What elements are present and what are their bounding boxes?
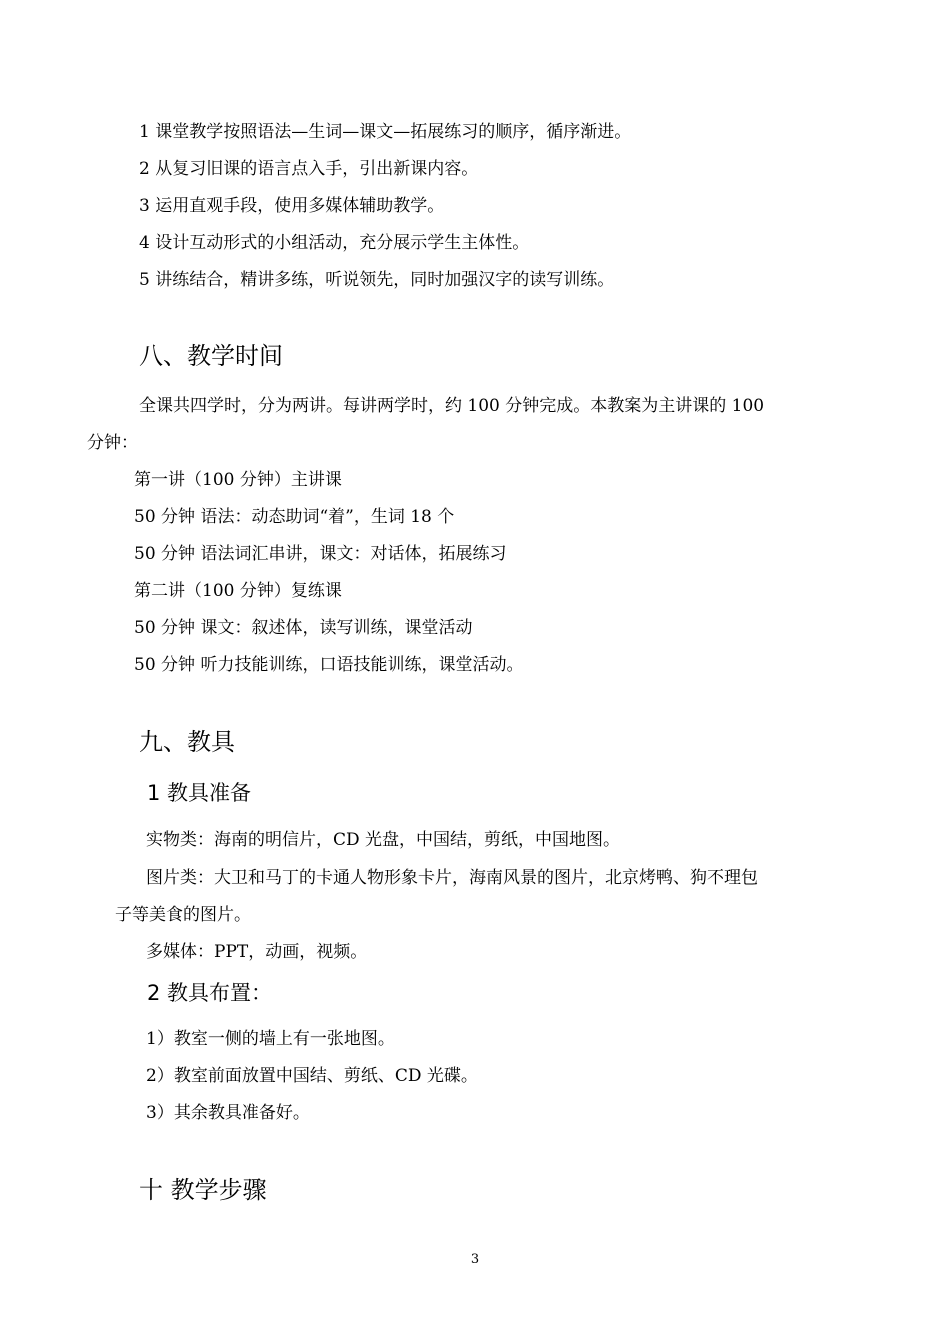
layout-line: 2）教室前面放置中国结、剪纸、CD 光碟。 bbox=[146, 1066, 478, 1086]
teaching-aid-line: 多媒体：PPT，动画，视频。 bbox=[146, 942, 368, 962]
section-9-subheading-1: 1 教具准备 bbox=[147, 781, 252, 805]
intro-item-4: 4 设计互动形式的小组活动，充分展示学生主体性。 bbox=[139, 233, 530, 253]
section-9-heading: 九、教具 bbox=[139, 728, 235, 756]
schedule-line: 50 分钟 听力技能训练，口语技能训练，课堂活动。 bbox=[134, 655, 524, 675]
layout-line: 1）教室一侧的墙上有一张地图。 bbox=[146, 1029, 395, 1049]
schedule-line: 第二讲（100 分钟）复练课 bbox=[134, 581, 342, 601]
page-number: 3 bbox=[470, 1252, 480, 1267]
schedule-line: 50 分钟 课文：叙述体，读写训练，课堂活动 bbox=[134, 618, 473, 638]
section-9-subheading-2: 2 教具布置： bbox=[147, 981, 273, 1005]
layout-line: 3）其余教具准备好。 bbox=[146, 1103, 310, 1123]
section-8-heading: 八、教学时间 bbox=[139, 342, 283, 370]
intro-item-1: 1 课堂教学按照语法—生词—课文—拓展练习的顺序，循序渐进。 bbox=[139, 122, 632, 142]
section-8-para-line-2: 分钟： bbox=[87, 433, 138, 453]
intro-item-3: 3 运用直观手段，使用多媒体辅助教学。 bbox=[139, 196, 445, 216]
teaching-aid-line: 图片类：大卫和马丁的卡通人物形象卡片，海南风景的图片，北京烤鸭、狗不理包 bbox=[146, 868, 758, 888]
teaching-aid-line: 子等美食的图片。 bbox=[115, 905, 251, 925]
schedule-line: 50 分钟 语法：动态助词“着”，生词 18 个 bbox=[134, 507, 455, 527]
schedule-line: 第一讲（100 分钟）主讲课 bbox=[134, 470, 342, 490]
section-8-para-line-1: 全课共四学时，分为两讲。每讲两学时，约 100 分钟完成。本教案为主讲课的 100 bbox=[139, 396, 765, 416]
section-10-heading: 十 教学步骤 bbox=[139, 1176, 267, 1204]
intro-item-2: 2 从复习旧课的语言点入手，引出新课内容。 bbox=[139, 159, 479, 179]
intro-item-5: 5 讲练结合，精讲多练，听说领先，同时加强汉字的读写训练。 bbox=[139, 270, 615, 290]
schedule-line: 50 分钟 语法词汇串讲，课文：对话体，拓展练习 bbox=[134, 544, 507, 564]
teaching-aid-line: 实物类：海南的明信片，CD 光盘，中国结，剪纸，中国地图。 bbox=[146, 830, 621, 850]
